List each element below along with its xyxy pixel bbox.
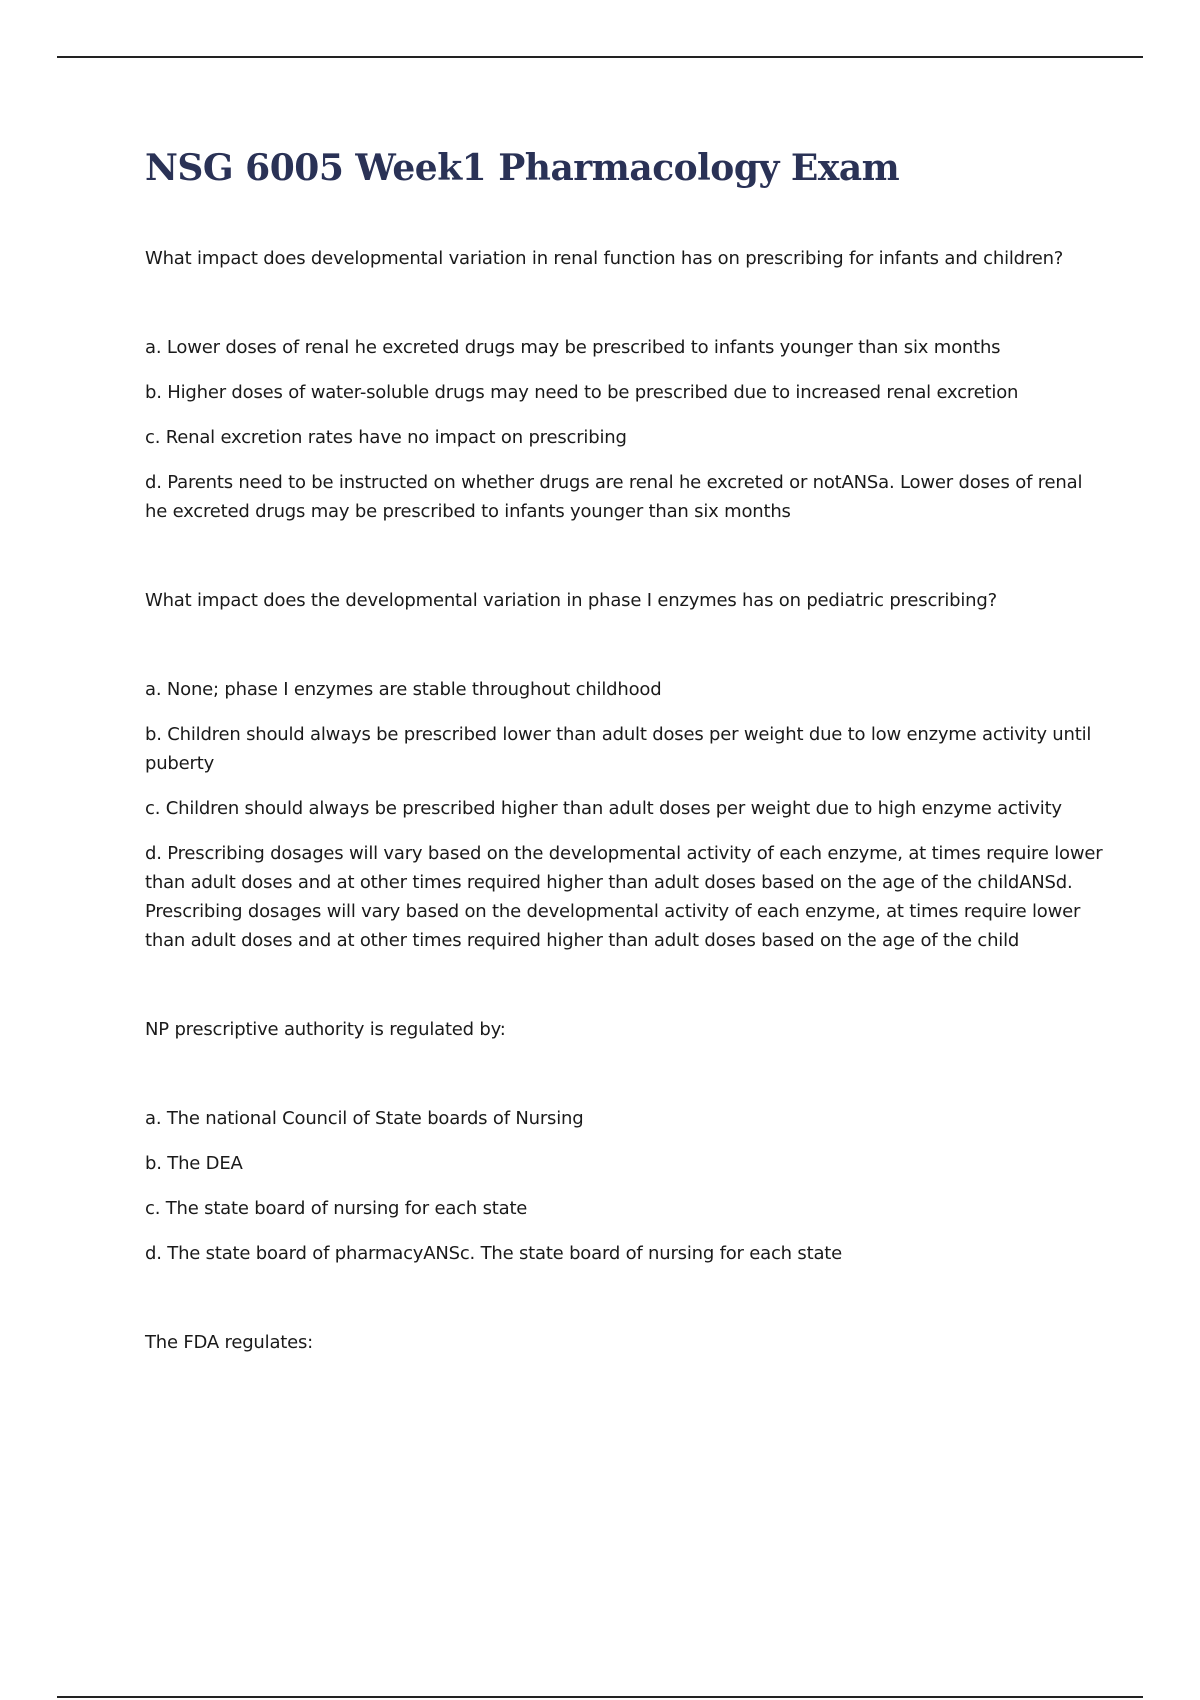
answer-option: b. Higher doses of water-soluble drugs may need to be prescribed due to increased renal excretion	[145, 382, 1019, 403]
question-text: What impact does developmental variation in renal function has on prescribing for infants and children?	[145, 248, 1064, 269]
header-rule	[57, 56, 1143, 58]
question-block-1	[145, 244, 1105, 526]
answer-option: b. Children should always be prescribed lower than adult doses per weight due to low enzyme activity until puberty	[145, 724, 1092, 774]
question-block-2	[145, 586, 1105, 955]
question-text: What impact does the developmental variation in phase I enzymes has on pediatric prescribing?	[145, 590, 997, 611]
answer-option: c. The state board of nursing for each state	[145, 1198, 528, 1219]
question-text: The FDA regulates:	[145, 1332, 314, 1353]
question-block-4	[145, 1328, 1105, 1357]
question-text: NP prescriptive authority is regulated by:	[145, 1019, 506, 1040]
answer-option: c. Children should always be prescribed higher than adult doses per weight due to high enzyme activity	[145, 798, 1062, 819]
document-body	[145, 140, 1105, 1357]
answer-option: c. Renal excretion rates have no impact on prescribing	[145, 427, 627, 448]
answer-option: a. Lower doses of renal he excreted drugs may be prescribed to infants younger than six months	[145, 337, 1001, 358]
answer-option: d. The state board of pharmacyANSc. The state board of nursing for each state	[145, 1243, 843, 1264]
answer-options	[145, 333, 1105, 526]
document-title: NSG 6005 Week1 Pharmacology Exam	[145, 147, 900, 189]
answer-option: d. Parents need to be instructed on whether drugs are renal he excreted or notANSa. Lower doses of renal he excreted drugs may be prescribed to infants younger than six months	[145, 472, 1083, 522]
answer-option: b. The DEA	[145, 1153, 243, 1174]
answer-options	[145, 675, 1105, 955]
question-block-3	[145, 1015, 1105, 1268]
answer-options	[145, 1104, 1105, 1268]
footer-rule	[57, 1696, 1143, 1698]
answer-option: d. Prescribing dosages will vary based on the developmental activity of each enzyme, at times require lower than adult doses and at other times required higher than adult doses based on the age of the childANSd. Prescribing dosages will vary based on the developmental activity of each enzyme, at times require lower than adult doses and at other times required higher than adult doses based on the age of the child	[145, 843, 1103, 951]
answer-option: a. None; phase I enzymes are stable throughout childhood	[145, 679, 662, 700]
answer-option: a. The national Council of State boards of Nursing	[145, 1108, 584, 1129]
